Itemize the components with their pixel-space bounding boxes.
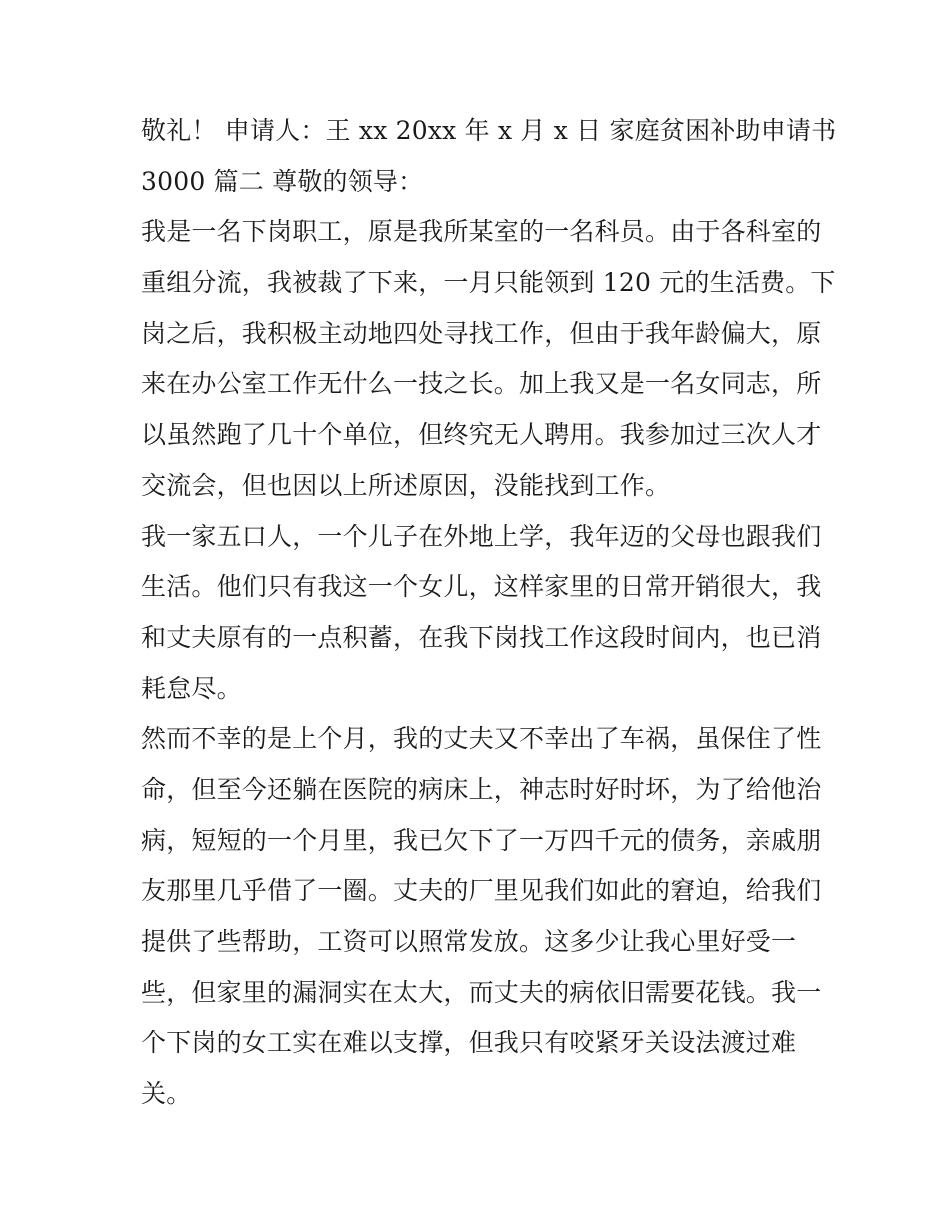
text-line-20: 关。 — [141, 1079, 192, 1109]
text-line-6: 来在办公室工作无什么一技之长。加上我又是一名女同志，所 — [141, 369, 822, 399]
text-line-4: 重组分流，我被裁了下来，一月只能领到 120 元的生活费。下 — [141, 268, 836, 298]
document-body — [141, 106, 837, 1120]
text-line-13: 然而不幸的是上个月，我的丈夫又不幸出了车祸，虽保住了性 — [141, 724, 822, 754]
text-line-8: 交流会，但也因以上所述原因，没能找到工作。 — [141, 470, 671, 500]
text-line-17: 提供了些帮助，工资可以照常发放。这多少让我心里好受一 — [141, 927, 797, 956]
text-line-1: 敬礼！ 申请人：王 xx 20xx 年 x 月 x 日 家庭贫困补助申请书 — [141, 116, 837, 145]
text-line-2: 3000 篇二 尊敬的领导： — [141, 166, 424, 196]
text-line-18: 些，但家里的漏洞实在太大，而丈夫的病依旧需要花钱。我一 — [141, 977, 822, 1007]
text-line-5: 岗之后，我积极主动地四处寻找工作，但由于我年龄偏大，原 — [141, 318, 822, 348]
text-line-7: 以虽然跑了几十个单位，但终究无人聘用。我参加过三次人才 — [141, 420, 822, 450]
text-line-3: 我是一名下岗职工，原是我所某室的一名科员。由于各科室的 — [141, 217, 822, 247]
text-line-15: 病，短短的一个月里，我已欠下了一万四千元的债务，亲戚朋 — [141, 825, 822, 855]
text-line-19: 个下岗的女工实在难以支撑，但我只有咬紧牙关设法渡过难 — [141, 1028, 797, 1058]
text-line-12: 耗怠尽。 — [141, 673, 242, 703]
text-line-11: 和丈夫原有的一点积蓄，在我下岗找工作这段时间内，也已消 — [141, 622, 822, 652]
text-line-9: 我一家五口人，一个儿子在外地上学，我年迈的父母也跟我们 — [141, 521, 822, 551]
text-line-16: 友那里几乎借了一圈。丈夫的厂里见我们如此的窘迫，给我们 — [141, 876, 822, 906]
text-line-10: 生活。他们只有我这一个女儿，这样家里的日常开销很大，我 — [141, 572, 822, 602]
text-line-14: 命，但至今还躺在医院的病床上，神志时好时坏，为了给他治 — [141, 774, 822, 804]
